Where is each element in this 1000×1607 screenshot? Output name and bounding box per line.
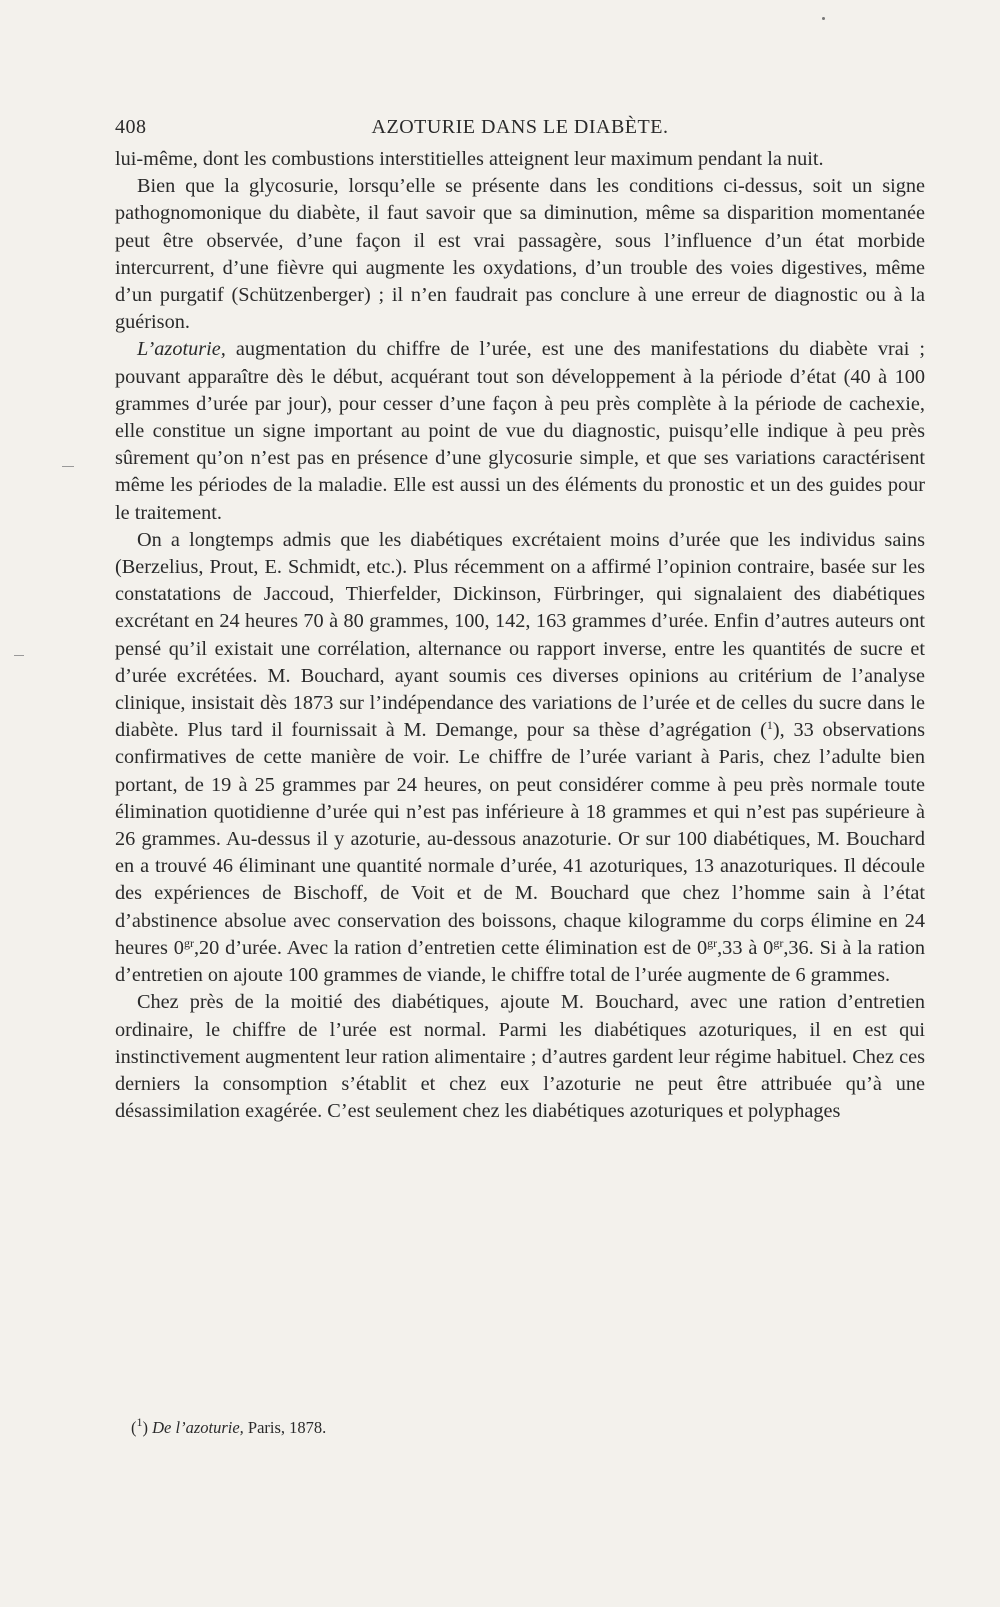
paragraph-continuation: lui-même, dont les combustions interstitielles atteignent leur maximum pendant la nuit. (115, 148, 824, 170)
paragraph-azoturie (115, 336, 925, 526)
page-number: 408 (115, 116, 147, 138)
footnote-marker: 1 (136, 1415, 143, 1429)
footnote: ($^1$) De l’azoturie, Paris, 1878. (131, 1415, 327, 1437)
paragraph-text: ), 33 observations confirmatives de cette manière de voir. Le chiffre de l’urée variant à Paris, chez l’adulte bien portant, de 19 à 25 grammes par 24 heures, on peut considérer comme à peu près normale toute élimination quotidienne d’urée qui n’est pas inférieure à 18 grammes et qui n’est pas supérieure à 26 grammes. Au-dessus il y azoturie, au-dessous anazoturie. Or sur 100 diabétiques, M. Bouchard en a trouvé 46 éliminant une quantité normale d’urée, 41 azoturiques, 13 anazoturiques. Il découle des expériences de Bischoff, de Voit et de M. Bouchard que chez l’homme sain à l’état d’abstinence absolue avec conservation des boissons, chaque kilogramme du corps élimine en 24 heures 0 (115, 719, 925, 959)
paragraph-text: ,20 d’urée. Avec la ration d’entretien cette élimination est de 0 (193, 936, 708, 959)
paragraph-text: ,33 à 0 (717, 936, 774, 959)
paragraph-text: On a longtemps admis que les diabétiques excrétaient moins d’urée que les individus sains (Berzelius, Prout, E. Schmidt, etc.). Plus récemment on a affirmé l’opinion contraire, basée sur les constatations de Jaccoud, Thierfelder, Dickinson, Fürbringer, qui signalaient des diabétiques excrétant en 24 heures 70 à 80 grammes, 100, 142, 163 grammes d’urée. Enfin d’autres auteurs ont pensé qu’il existait une corrélation, alternance ou rapport inverse, entre les quantités de sucre et d’urée excrétées. M. Bouchard, ayant soumis ces diverses opinions au critérium de l’analyse clinique, insistait dès 1873 sur l’indépendance des variations de l’urée et de celles du sucre dans le diabète. Plus tard il fournissait à M. Demange, pour sa thèse d’agrégation ( (115, 528, 925, 742)
margin-tick-mark (14, 655, 24, 656)
running-head (115, 112, 925, 146)
unit-superscript: gr (773, 935, 784, 950)
italic-term: L’azoturie, (137, 338, 226, 361)
unit-superscript: gr (707, 935, 718, 950)
running-title: AZOTURIE DANS LE DIABÈTE. (371, 116, 669, 138)
paragraph-text: augmentation du chiffre de l’urée, est une des manifestations du diabète vrai ; pouvant apparaître dès le début, acquérant tout son développement à la période d’état (40 à 100 grammes d’urée par jour), pour cesser d’une façon à peu près complète à la période de cachexie, elle constitue un signe important au point de vue du diagnostic, puisqu’elle indique à peu près sûrement qu’on n’est pas en présence d’une glycosurie simple, et que ses variations caractérisent même les périodes de la maladie. Elle est aussi un des éléments du pronostic et un des guides pour le traitement. (115, 338, 925, 524)
paragraph-uree (115, 527, 925, 989)
footnote-title: De l’azoturie, (152, 1418, 244, 1437)
body-text (115, 146, 925, 1125)
paper-speck (822, 17, 825, 20)
margin-tick-mark (62, 466, 74, 467)
paragraph-bouchard: Chez près de la moitié des diabétiques, ajoute M. Bouchard, avec une ration d’entretien ordinaire, le chiffre de l’urée est normal. Parmi les diabétiques azoturiques, il en est qui instinctivement augmentent leur ration alimentaire ; d’autres gardent leur régime habituel. Chez ces derniers la consomption s’établit et chez eux l’azoturie ne peut être attribuée qu’à une désassimilation exagérée. C’est seulement chez les diabétiques azoturiques et polyphages (115, 991, 925, 1123)
paragraph-glycosurie: Bien que la glycosurie, lorsqu’elle se présente dans les conditions ci-dessus, soit un signe pathognomonique du diabète, il faut savoir que sa diminution, même sa disparition momentanée peut être observée, d’une façon il est vrai passagère, sous l’influence d’un état morbide intercurrent, d’une fièvre qui augmente les oxydations, d’un trouble des voies digestives, même d’un purgatif (Schützenberger) ; il n’en faudrait pas conclure à une erreur de diagnostic ou à la guérison. (115, 175, 925, 334)
page (115, 112, 925, 1125)
unit-superscript: gr (183, 935, 194, 950)
footnote-text: Paris, 1878. (243, 1418, 327, 1437)
footnote-reference: 1 (766, 718, 773, 733)
paragraph-text: ,36. Si à la ration d’entretien on ajoute 100 grammes de viande, le chiffre total de l’urée augmente de 6 grammes. (115, 936, 926, 987)
